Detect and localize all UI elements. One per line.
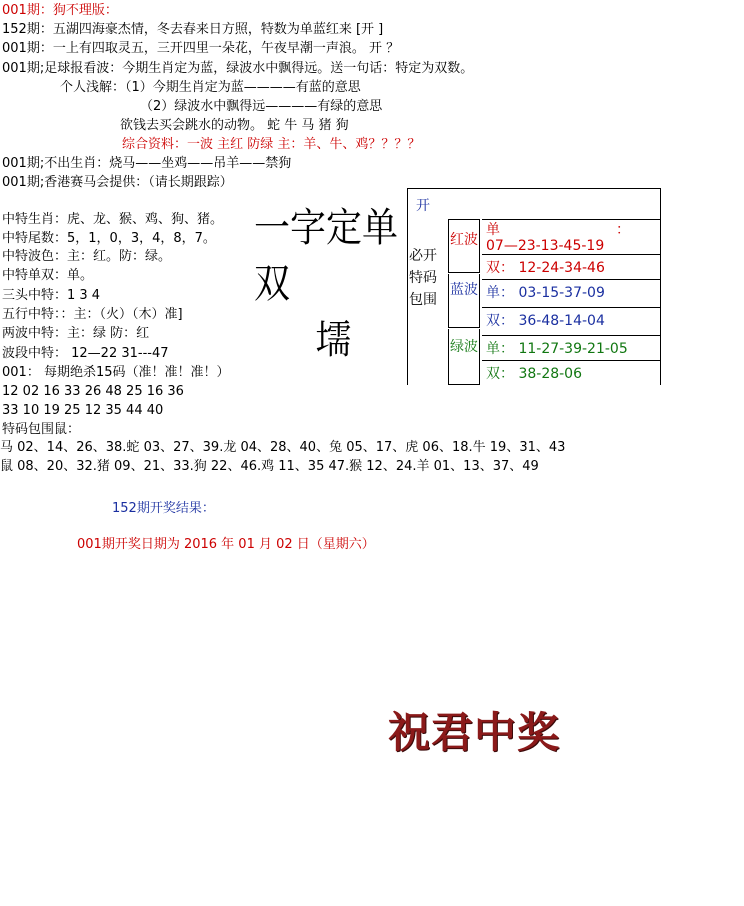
table-kai-label: 开 — [416, 198, 430, 214]
blessing-text: 祝君中奖 — [388, 708, 561, 757]
red-even-label: 双： — [486, 260, 514, 276]
line-19: 001： 每期绝杀15码（准！准！准！） — [2, 365, 230, 380]
line-14: 中特单双：单。 — [2, 268, 94, 283]
line-6: （2）绿波水中飘得远————有绿的意思 — [140, 99, 383, 114]
result-title: 152期开奖结果： — [112, 501, 215, 516]
green-odd-label: 单： — [486, 341, 514, 357]
side-title — [254, 200, 398, 368]
line-1: 001期：狗不理版： — [2, 3, 118, 18]
wave-green-label: 绿波 — [448, 329, 480, 385]
line-17: 两波中特：主：绿 防：红 — [2, 326, 150, 341]
line-18: 波段中特： 12—22 31---47 — [2, 346, 169, 361]
line-3: 001期：一上有四取灵五，三开四里一朵花，午夜早潮一声浪。 开 ？ — [2, 41, 400, 56]
blue-odd-label: 单： — [486, 285, 514, 301]
line-10: 001期;香港赛马会提供：（请长期跟踪） — [2, 175, 233, 190]
wave-blue-label: 蓝波 — [448, 274, 480, 328]
line-16: 五行中特：：主：（火）（木）准] — [2, 307, 183, 322]
red-even-row — [482, 256, 660, 280]
wave-red-label: 红波 — [448, 219, 480, 273]
blue-odd-row — [482, 281, 660, 308]
line-11: 中特生肖：虎、龙、猴、鸡、狗、猪。 — [2, 212, 224, 227]
green-even-row — [482, 362, 660, 385]
red-odd-label: 单 — [486, 222, 500, 238]
line-21: 33 10 19 25 12 35 44 40 — [2, 403, 164, 418]
line-4: 001期;足球报看波：今期生肖定为蓝，绿波水中飘得远。送一句话：特定为双数。 — [2, 61, 474, 76]
line-20: 12 02 16 33 26 48 25 16 36 — [2, 384, 184, 399]
line-13: 中特波色：主：红。防：绿。 — [2, 249, 172, 264]
line-9: 001期;不出生肖：烧马——坐鸡——吊羊——禁狗 — [2, 156, 292, 171]
red-odd-row — [482, 219, 660, 255]
line-5: 个人浅解：（1）今期生肖定为蓝————有蓝的意思 — [60, 80, 361, 95]
special-number-table — [407, 188, 661, 385]
green-even-label: 双： — [486, 366, 514, 382]
line-15: 三头中特：1 3 4 — [2, 288, 101, 303]
line-23: 马 02、14、26、38.蛇 03、27、39.龙 04、28、40、兔 05、17、虎 06、18.牛 19、31、43 — [0, 440, 566, 455]
red-even-numbers: 12-24-34-46 — [518, 260, 605, 276]
table-middle-label: 必开特码包围 — [409, 248, 437, 308]
line-12: 中特尾数：5，1，0，3，4，8，7。 — [2, 231, 216, 246]
red-odd-colon: ： — [616, 222, 630, 238]
side-title-line1: 一字定单双 — [254, 205, 398, 307]
red-odd-numbers: 07—23-13-45-19 — [486, 238, 605, 254]
blue-odd-numbers: 03-15-37-09 — [518, 285, 605, 301]
side-title-line2: 壖 — [315, 317, 352, 363]
blue-even-row — [482, 309, 660, 336]
line-24: 鼠 08、20、32.猪 09、21、33.狗 22、46.鸡 11、35 47.猴 12、24.羊 01、13、37、49 — [0, 459, 539, 474]
blue-even-numbers: 36-48-14-04 — [518, 313, 605, 329]
line-2: 152期：五湖四海豪杰情，冬去春来日方照，特数为单蓝红来 [开 ] — [2, 22, 384, 37]
green-odd-row — [482, 337, 660, 361]
green-odd-numbers: 11-27-39-21-05 — [518, 341, 628, 357]
green-even-numbers: 38-28-06 — [518, 366, 582, 382]
line-7: 欲钱去买会跳水的动物。 蛇 牛 马 猪 狗 — [120, 118, 349, 133]
blue-even-label: 双： — [486, 313, 514, 329]
next-draw-date: 001期开奖日期为 2016 年 01 月 02 日（星期六） — [77, 537, 375, 552]
line-22: 特码包围鼠： — [2, 422, 81, 437]
line-8: 综合资料：一波 主红 防绿 主：羊、牛、鸡？？？？ — [122, 137, 421, 152]
